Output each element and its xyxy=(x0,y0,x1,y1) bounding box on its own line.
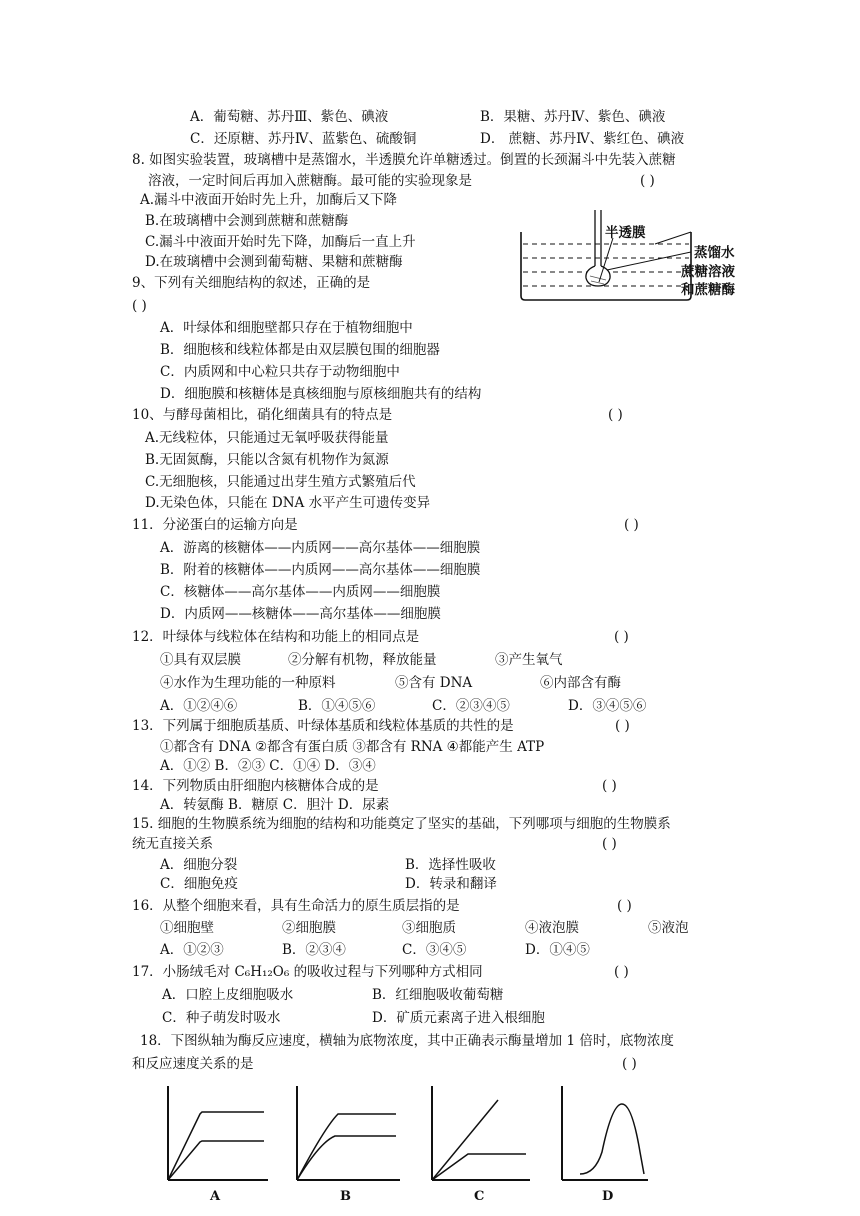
text-line-q17-a: A．口腔上皮细胞吸水 xyxy=(162,987,294,1003)
answer-paren-q10: ( ) xyxy=(608,407,623,423)
text-line-q18-stem-1: 18．下图纵轴为酶反应速度，横轴为底物浓度，其中正确表示酶量增加 1 倍时，底物浓度 xyxy=(140,1033,674,1049)
text-line-q7-b: B．果糖、苏丹Ⅳ、紫色、碘液 xyxy=(480,109,666,125)
text-line-q11-c: C．核糖体——高尔基体——内质网——细胞膜 xyxy=(160,584,441,600)
graph-label-a: A xyxy=(210,1189,221,1204)
text-line-q16-stem: 16．从整个细胞来看，具有生命活力的原生质层指的是 xyxy=(132,898,460,914)
text-line-q12-d: D．③④⑤⑥ xyxy=(568,698,647,714)
answer-paren-q16: ( ) xyxy=(617,898,632,914)
text-line-q14-ans: A．转氨酶 B．糖原 C．胆汁 D．尿素 xyxy=(160,797,390,813)
text-line-q9-d: D．细胞膜和核糖体是真核细胞与原核细胞共有的结构 xyxy=(160,386,482,402)
text-line-q10-d: D.无染色体，只能在 DNA 水平产生可遗传变异 xyxy=(145,495,431,511)
curve-lower xyxy=(297,1136,396,1180)
text-line-q12-opt1: ①具有双层膜 xyxy=(160,652,241,668)
text-line-q8-stem-2: 溶液，一定时间后再加入蔗糖酶。最可能的实验现象是 xyxy=(148,173,472,189)
text-line-q8-c: C.漏斗中液面开始时先下降，加酶后一直上升 xyxy=(145,234,416,250)
water-pointer xyxy=(655,232,691,244)
graph-label-d: D xyxy=(602,1189,614,1204)
curve-upper xyxy=(297,1114,396,1180)
graph-label-c: C xyxy=(474,1189,485,1204)
text-line-q8-a: A.漏斗中液面开始时先上升，加酶后又下降 xyxy=(140,192,398,208)
answer-paren-q14: ( ) xyxy=(602,778,617,794)
water-label: 蒸馏水 xyxy=(694,245,735,261)
text-line-q16-b: B．②③④ xyxy=(282,942,346,958)
enzyme-label: 和蔗糖酶 xyxy=(681,282,735,298)
text-line-q11-stem: 11．分泌蛋白的运输方向是 xyxy=(132,517,298,533)
curve-upper xyxy=(432,1100,498,1180)
text-line-q17-d: D．矿质元素离子进入根细胞 xyxy=(372,1010,545,1026)
text-line-q16-opt3: ③细胞质 xyxy=(402,920,456,936)
text-line-q13-ans: A．①② B．②③ C．①④ D．③④ xyxy=(160,758,376,774)
text-line-q17-b: B．红细胞吸收葡萄糖 xyxy=(372,987,504,1003)
text-line-q8-b: B.在玻璃槽中会测到蔗糖和蔗糖酶 xyxy=(145,213,349,229)
text-line-q16-opt5: ⑤液泡 xyxy=(648,920,689,936)
text-line-q15-c: C．细胞免疫 xyxy=(160,876,238,892)
text-line-q16-opt4: ④液泡膜 xyxy=(525,920,579,936)
text-line-q16-opt1: ①细胞壁 xyxy=(160,920,214,936)
q18-graphs-figure xyxy=(150,1082,650,1208)
text-line-q13-opts: ①都含有 DNA ②都含有蛋白质 ③都含有 RNA ④都能产生 ATP xyxy=(160,739,545,755)
answer-paren-q18: ( ) xyxy=(622,1056,637,1072)
solution-pointer xyxy=(607,252,691,270)
curve-upper xyxy=(168,1112,264,1180)
text-line-q12-c: C．②③④⑤ xyxy=(432,698,510,714)
text-line-q12-opt6: ⑥内部含有酶 xyxy=(540,675,621,691)
text-line-q10-a: A.无线粒体，只能通过无氧呼吸获得能量 xyxy=(145,430,389,446)
text-line-q17-c: C．种子萌发时吸水 xyxy=(162,1010,281,1026)
text-line-q12-opt4: ④水作为生理功能的一种原料 xyxy=(160,675,336,691)
q8-apparatus-figure xyxy=(515,210,765,310)
text-line-q10-b: B.无固氮酶，只能以含氮有机物作为氮源 xyxy=(145,452,389,468)
text-line-q15-stem-1: 15. 细胞的生物膜系统为细胞的结构和功能奠定了坚实的基础，下列哪项与细胞的生物膜系 xyxy=(132,816,671,832)
curve-lower xyxy=(168,1141,264,1180)
text-line-q7-c: C．还原糖、苏丹Ⅳ、蓝紫色、硫酸铜 xyxy=(190,131,417,147)
text-line-q15-stem-2: 统无直接关系 xyxy=(132,836,213,852)
answer-paren-q17: ( ) xyxy=(614,964,629,980)
text-line-q8-stem-1: 8. 如图实验装置，玻璃槽中是蒸馏水，半透膜允许单糖透过。倒置的长颈漏斗中先装入蔗糖 xyxy=(132,152,676,168)
answer-paren-q12: ( ) xyxy=(614,629,629,645)
text-line-q7-a: A．葡萄糖、苏丹Ⅲ、紫色、碘液 xyxy=(190,109,389,125)
glass-tank xyxy=(521,232,691,300)
graph-c xyxy=(432,1086,530,1204)
graph-label-b: B xyxy=(340,1189,351,1204)
answer-paren-q13: ( ) xyxy=(615,718,630,734)
text-line-q16-c: C．③④⑤ xyxy=(402,942,467,958)
text-line-q9-stem: 9、下列有关细胞结构的叙述，正确的是 xyxy=(132,275,371,291)
text-line-q12-stem: 12．叶绿体与线粒体在结构和功能上的相同点是 xyxy=(132,629,420,645)
text-line-q15-d: D．转录和翻译 xyxy=(405,876,497,892)
text-line-q9-b: B．细胞核和线粒体都是由双层膜包围的细胞器 xyxy=(160,342,440,358)
text-line-q12-opt2: ②分解有机物，释放能量 xyxy=(288,652,437,668)
text-line-q16-d: D．①④⑤ xyxy=(525,942,590,958)
graph-b xyxy=(297,1086,400,1204)
answer-paren-q15: ( ) xyxy=(602,836,617,852)
text-line-q11-d: D．内质网——核糖体——高尔基体——细胞膜 xyxy=(160,606,441,622)
text-line-q13-stem: 13．下列属于细胞质基质、叶绿体基质和线粒体基质的共性的是 xyxy=(132,718,514,734)
text-line-q12-a: A．①②④⑥ xyxy=(160,698,238,714)
text-line-q8-d: D.在玻璃槽中会测到葡萄糖、果糖和蔗糖酶 xyxy=(145,254,403,270)
answer-paren-q8: ( ) xyxy=(640,173,655,189)
text-line-q12-b: B．①④⑤⑥ xyxy=(298,698,376,714)
graph-d xyxy=(562,1086,648,1204)
curve-lower xyxy=(432,1154,526,1180)
text-line-q15-a: A．细胞分裂 xyxy=(160,857,238,873)
graph-a xyxy=(168,1086,268,1204)
answer-paren-q11: ( ) xyxy=(624,517,639,533)
answer-paren-q9: ( ) xyxy=(132,298,147,314)
text-line-q14-stem: 14．下列物质由肝细胞内核糖体合成的是 xyxy=(132,778,379,794)
curve-peak xyxy=(580,1104,644,1174)
text-line-q15-b: B．选择性吸收 xyxy=(405,857,496,873)
text-line-q16-a: A．①②③ xyxy=(160,942,224,958)
membrane-label: 半透膜 xyxy=(605,225,646,241)
text-line-q18-stem-2: 和反应速度关系的是 xyxy=(132,1056,254,1072)
text-line-q10-stem: 10、与酵母菌相比，硝化细菌具有的特点是 xyxy=(132,407,393,423)
text-line-q11-a: A．游离的核糖体——内质网——高尔基体——细胞膜 xyxy=(160,540,481,556)
text-line-q9-a: A．叶绿体和细胞壁都只存在于植物细胞中 xyxy=(160,320,413,336)
text-line-q11-b: B．附着的核糖体——内质网——高尔基体——细胞膜 xyxy=(160,562,481,578)
text-line-q16-opt2: ②细胞膜 xyxy=(282,920,336,936)
text-line-q9-c: C．内质网和中心粒只共存于动物细胞中 xyxy=(160,364,400,380)
solution-label: 蔗糖溶液 xyxy=(681,264,735,280)
text-line-q17-stem: 17．小肠绒毛对 C₆H₁₂O₆ 的吸收过程与下列哪种方式相同 xyxy=(132,964,483,980)
text-line-q12-opt5: ⑤含有 DNA xyxy=(395,675,473,691)
text-line-q7-d: D． 蔗糖、苏丹Ⅳ、紫红色、碘液 xyxy=(480,131,685,147)
text-line-q12-opt3: ③产生氧气 xyxy=(495,652,563,668)
text-line-q10-c: C.无细胞核，只能通过出芽生殖方式繁殖后代 xyxy=(145,474,416,490)
